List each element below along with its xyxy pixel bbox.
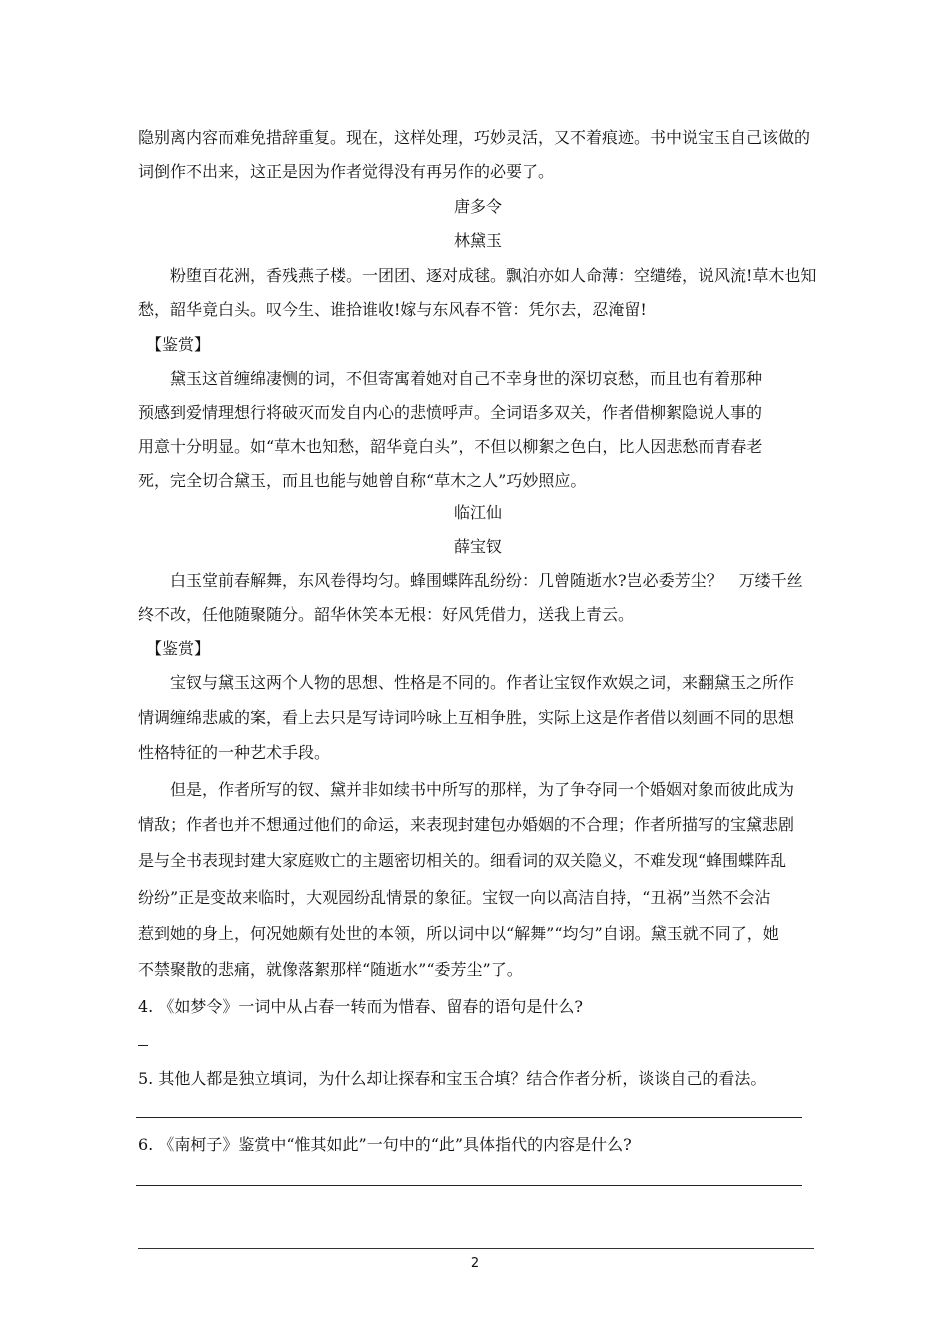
text-line: 性格特征的一种艺术手段。 (138, 743, 331, 762)
question-6: 6. 《南柯子》鉴赏中“惟其如此”一句中的“此”具体指代的内容是什么? (138, 1135, 632, 1154)
footer-divider (138, 1248, 814, 1249)
text-line: 纷纷”正是变故来临时，大观园纷乱情景的象征。宝钗一向以高洁自持，“丑祸”当然不会沾 (138, 888, 771, 907)
text-line: 惹到她的身上，何况她颇有处世的本领，所以词中以“解舞”“均匀”自诩。黛玉就不同了，她 (138, 924, 779, 943)
text-line: 黛玉这首缠绵凄恻的词，不但寄寓着她对自己不幸身世的深切哀愁，而且也有着那种 (138, 369, 763, 388)
poem-text: 白玉堂前春解舞，东风卷得均匀。蜂围蝶阵乱纷纷：几曾随逝水?岂必委芳尘？ 万缕千丝 (138, 571, 803, 590)
text-line: 死，完全切合黛玉，而且也能与她曾自称“草木之人”巧妙照应。 (138, 471, 587, 490)
poem-title: 临江仙 (453, 503, 502, 522)
poem-text: 愁，韶华竟白头。叹今生、谁拾谁收!嫁与东风春不管：凭尔去，忍淹留! (138, 300, 647, 319)
question-5: 5. 其他人都是独立填词，为什么却让探春和宝玉合填？结合作者分析，谈谈自己的看法。 (138, 1069, 767, 1088)
answer-line (136, 1185, 802, 1186)
text-line: 情敌；作者也并不想通过他们的命运，来表现封建包办婚姻的不合理；作者所描写的宝黛悲剧 (138, 815, 795, 834)
answer-line (136, 1117, 802, 1118)
text-line: 情调缠绵悲戚的案，看上去只是写诗词吟咏上互相争胜，实际上这是作者借以刻画不同的思想 (138, 708, 795, 727)
text-line: 用意十分明显。如“草木也知愁，韶华竟白头”，不但以柳絮之色白，比人因悲愁而青春老 (138, 437, 763, 456)
text-line: 预感到爱情理想行将破灭而发自内心的悲愤呼声。全词语多双关，作者借柳絮隐说人事的 (138, 403, 763, 422)
text-line: 不禁聚散的悲痛，就像落絮那样“随逝水”“委芳尘”了。 (138, 960, 523, 979)
page-number: 2 (470, 1256, 480, 1271)
poem-title: 唐多令 (453, 197, 502, 216)
text-line: 隐别离内容而难免措辞重复。现在，这样处理，巧妙灵活，又不着痕迹。书中说宝玉自己该做的 (138, 128, 811, 147)
poem-author: 林黛玉 (453, 231, 502, 250)
question-4: 4. 《如梦令》一词中从占春一转而为惜春、留春的语句是什么? (138, 997, 583, 1016)
text-line: 宝钗与黛玉这两个人物的思想、性格是不同的。作者让宝钗作欢娱之词，来翻黛玉之所作 (138, 673, 795, 692)
text-line: 词倒作不出来，这正是因为作者觉得没有再另作的必要了。 (138, 162, 555, 181)
text-line: 但是，作者所写的钗、黛并非如续书中所写的那样，为了争夺同一个婚姻对象而彼此成为 (138, 780, 795, 799)
answer-line (138, 1045, 148, 1046)
poem-text: 终不改，任他随聚随分。韶华休笑本无根：好风凭借力，送我上青云。 (138, 605, 635, 624)
poem-text: 粉堕百花洲，香残燕子楼。一团团、逐对成毬。飘泊亦如人命薄：空缱绻，说风流!草木也知 (138, 266, 817, 285)
text-line: 是与全书表现封建大家庭败亡的主题密切相关的。细看词的双关隐义，不难发现“蜂围蝶阵乱 (138, 851, 787, 870)
section-heading: 【鉴赏】 (138, 639, 211, 658)
section-heading: 【鉴赏】 (138, 335, 211, 354)
poem-author: 薛宝钗 (453, 537, 502, 556)
